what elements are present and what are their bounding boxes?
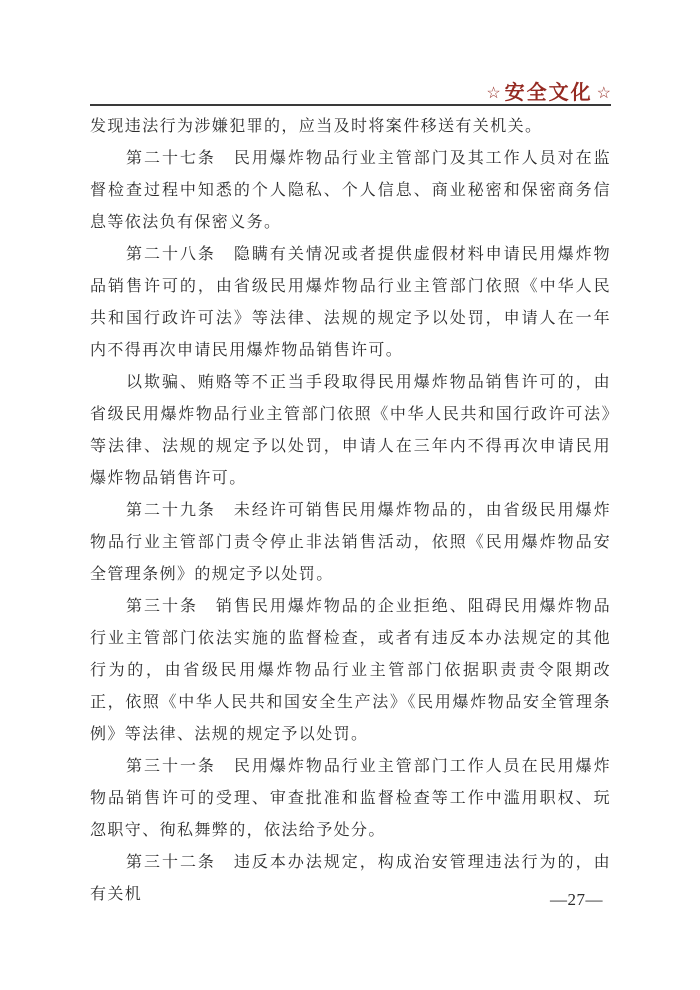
paragraph: 以欺骗、贿赂等不正当手段取得民用爆炸物品销售许可的，由省级民用爆炸物品行业主管部门依照《中华人民共和国行政许可法》等法律、法规的规定予以处罚，申请人在三年内不得再次申请民用爆炸物品销售许可。 — [90, 374, 611, 487]
paragraph: 第二十七条 民用爆炸物品行业主管部门及其工作人员对在监督检查过程中知悉的个人隐私、个人信息、商业秘密和保密商务信息等依法负有保密义务。 — [90, 150, 611, 231]
page-number: —27— — [550, 890, 603, 909]
paragraph: 第二十八条 隐瞒有关情况或者提供虚假材料申请民用爆炸物品销售许可的，由省级民用爆炸物品行业主管部门依照《中华人民共和国行政许可法》等法律、法规的规定予以处罚，申请人在一年内不得再次申请民用爆炸物品销售许可。 — [90, 246, 611, 359]
document-body — [90, 111, 611, 911]
page-header — [90, 76, 611, 105]
paragraph: 第二十九条 未经许可销售民用爆炸物品的，由省级民用爆炸物品行业主管部门责令停止非法销售活动，依照《民用爆炸物品安全管理条例》的规定予以处罚。 — [90, 502, 611, 583]
paragraph: 发现违法行为涉嫌犯罪的，应当及时将案件移送有关机关。 — [90, 118, 543, 135]
paragraph: 第三十条 销售民用爆炸物品的企业拒绝、阻碍民用爆炸物品行业主管部门依法实施的监督检查，或者有违反本办法规定的其他行为的，由省级民用爆炸物品行业主管部门依据职责责令限期改正，依照《中华人民共和国安全生产法》《民用爆炸物品安全管理条例》等法律、法规的规定予以处罚。 — [90, 598, 611, 743]
paragraph: 第三十一条 民用爆炸物品行业主管部门工作人员在民用爆炸物品销售许可的受理、审查批准和监督检查等工作中滥用职权、玩忽职守、徇私舞弊的，依法给予处分。 — [90, 758, 611, 839]
star-icon: ☆ — [596, 85, 611, 102]
page-header-title: 安全文化 — [504, 82, 593, 104]
star-icon: ☆ — [486, 85, 501, 102]
paragraph: 第三十二条 违反本办法规定，构成治安管理违法行为的，由有关机 — [90, 854, 611, 903]
header-divider — [90, 104, 611, 106]
